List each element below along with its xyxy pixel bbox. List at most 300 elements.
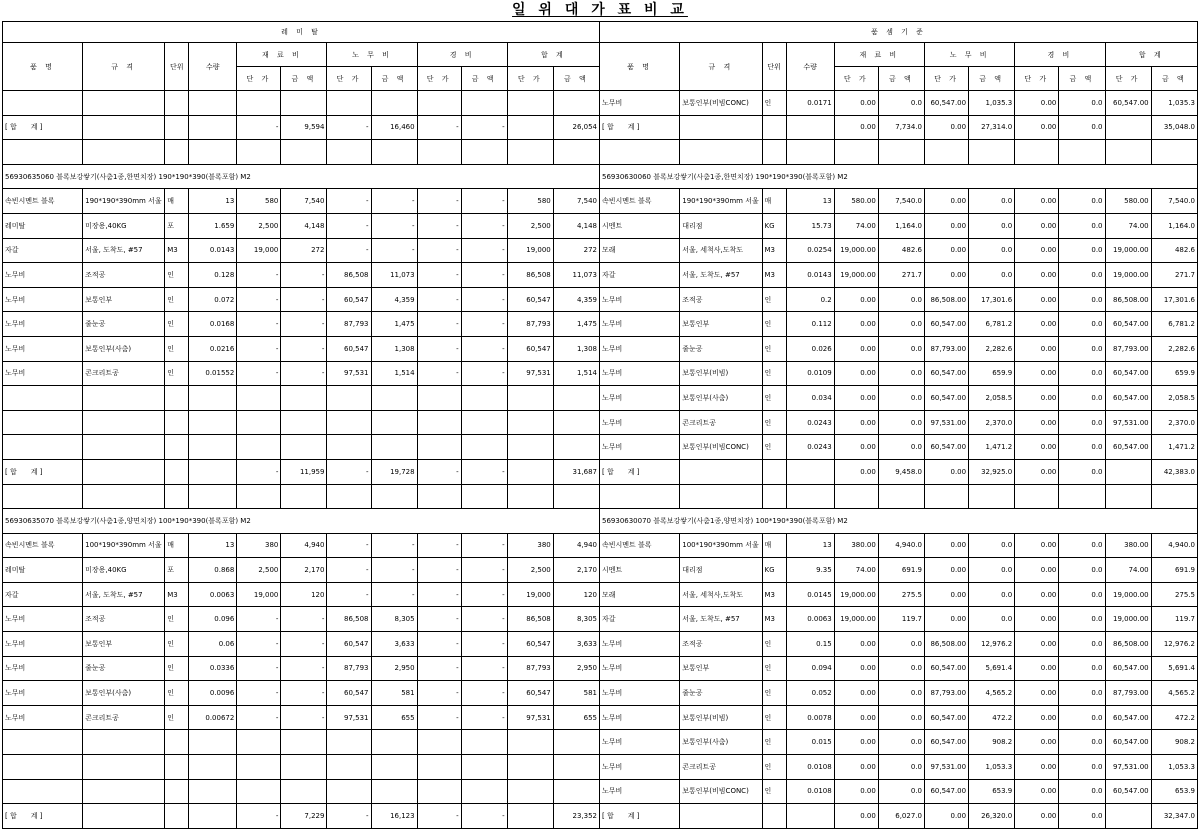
item-spec bbox=[83, 115, 165, 140]
expense-price: - bbox=[417, 336, 461, 361]
empty-cell bbox=[165, 484, 189, 509]
item-qty: 15.73 bbox=[786, 213, 834, 238]
material-price: - bbox=[237, 287, 281, 312]
empty-cell bbox=[1059, 484, 1105, 509]
expense-amount: 0.0 bbox=[1059, 730, 1105, 755]
material-price: - bbox=[237, 804, 281, 829]
item-qty: 0.112 bbox=[786, 312, 834, 337]
empty-cell bbox=[281, 91, 327, 116]
item-name: 노무비 bbox=[3, 361, 83, 386]
page-title-text: 일 위 대 가 표 비 교 bbox=[512, 2, 688, 18]
material-price: 0.00 bbox=[834, 656, 878, 681]
item-name: 노무비 bbox=[600, 779, 680, 804]
material-amount: - bbox=[281, 632, 327, 657]
item-unit: 인 bbox=[165, 681, 189, 706]
labor-amount: - bbox=[371, 558, 417, 583]
material-amount: - bbox=[281, 312, 327, 337]
material-amount: 0.0 bbox=[878, 312, 924, 337]
empty-cell bbox=[237, 730, 281, 755]
item-name: 노무비 bbox=[600, 287, 680, 312]
item-qty: 0.868 bbox=[189, 558, 237, 583]
expense-price: 0.00 bbox=[1015, 312, 1059, 337]
empty-cell bbox=[327, 730, 371, 755]
expense-price: - bbox=[417, 681, 461, 706]
item-unit: 인 bbox=[165, 263, 189, 288]
item-spec: 서울, 도착도, #57 bbox=[83, 582, 165, 607]
item-qty: 0.01552 bbox=[189, 361, 237, 386]
item-name: 노무비 bbox=[3, 607, 83, 632]
empty-cell bbox=[600, 484, 680, 509]
material-price: 2,500 bbox=[237, 558, 281, 583]
total-price: 86,508.00 bbox=[1105, 632, 1151, 657]
total-row bbox=[600, 459, 1198, 484]
labor-price: 0.00 bbox=[924, 582, 968, 607]
item-unit: 인 bbox=[762, 755, 786, 780]
expense-price: 0.00 bbox=[1015, 459, 1059, 484]
item-qty bbox=[189, 115, 237, 140]
total-amount: 31,687 bbox=[553, 459, 599, 484]
empty-cell bbox=[189, 386, 237, 411]
column-header-qty: 수량 bbox=[786, 43, 834, 91]
expense-amount: 0.0 bbox=[1059, 238, 1105, 263]
item-row bbox=[600, 730, 1198, 755]
expense-amount: 0.0 bbox=[1059, 632, 1105, 657]
labor-amount: 8,305 bbox=[371, 607, 417, 632]
blank-row bbox=[3, 410, 600, 435]
labor-amount: 16,123 bbox=[371, 804, 417, 829]
material-amount: - bbox=[281, 361, 327, 386]
material-price: 380 bbox=[237, 533, 281, 558]
material-price: - bbox=[237, 336, 281, 361]
empty-cell bbox=[3, 435, 83, 460]
material-price: - bbox=[237, 361, 281, 386]
expense-amount: 0.0 bbox=[1059, 755, 1105, 780]
total-amount: 6,781.2 bbox=[1151, 312, 1197, 337]
total-amount: 17,301.6 bbox=[1151, 287, 1197, 312]
empty-cell bbox=[327, 140, 371, 165]
item-name: 노무비 bbox=[600, 705, 680, 730]
item-row bbox=[600, 213, 1198, 238]
empty-cell bbox=[165, 779, 189, 804]
item-unit: 인 bbox=[165, 705, 189, 730]
empty-cell bbox=[189, 755, 237, 780]
labor-price: 0.00 bbox=[924, 238, 968, 263]
empty-cell bbox=[680, 140, 762, 165]
expense-price: 0.00 bbox=[1015, 558, 1059, 583]
item-row bbox=[600, 705, 1198, 730]
section-row bbox=[600, 509, 1198, 534]
item-unit: M3 bbox=[762, 607, 786, 632]
material-price: - bbox=[237, 312, 281, 337]
expense-amount: - bbox=[461, 607, 507, 632]
labor-amount: - bbox=[371, 189, 417, 214]
item-row bbox=[600, 238, 1198, 263]
item-row bbox=[600, 435, 1198, 460]
total-price: 87,793 bbox=[507, 656, 553, 681]
material-price: 0.00 bbox=[834, 336, 878, 361]
labor-amount: 5,691.4 bbox=[969, 656, 1015, 681]
empty-cell bbox=[237, 779, 281, 804]
total-amount: 655 bbox=[553, 705, 599, 730]
item-qty: 0.0171 bbox=[786, 91, 834, 116]
empty-cell bbox=[281, 779, 327, 804]
item-spec: 190*190*390mm 서울 bbox=[83, 189, 165, 214]
labor-amount: 4,565.2 bbox=[969, 681, 1015, 706]
blank-row bbox=[3, 755, 600, 780]
item-unit bbox=[165, 459, 189, 484]
empty-cell bbox=[83, 410, 165, 435]
labor-amount: - bbox=[371, 582, 417, 607]
material-price: 19,000.00 bbox=[834, 582, 878, 607]
labor-price: 0.00 bbox=[924, 558, 968, 583]
total-price: 87,793.00 bbox=[1105, 336, 1151, 361]
item-qty: 13 bbox=[189, 189, 237, 214]
total-amount: 3,633 bbox=[553, 632, 599, 657]
expense-amount: - bbox=[461, 263, 507, 288]
item-unit: 인 bbox=[165, 336, 189, 361]
expense-amount: 0.0 bbox=[1059, 361, 1105, 386]
item-row bbox=[3, 533, 600, 558]
expense-amount: 0.0 bbox=[1059, 213, 1105, 238]
item-name: 자갈 bbox=[600, 607, 680, 632]
item-unit: 인 bbox=[762, 705, 786, 730]
item-unit: 인 bbox=[762, 91, 786, 116]
empty-cell bbox=[507, 386, 553, 411]
labor-price: 86,508.00 bbox=[924, 287, 968, 312]
empty-cell bbox=[83, 730, 165, 755]
item-spec: 보통인부 bbox=[83, 287, 165, 312]
item-name: 노무비 bbox=[600, 435, 680, 460]
material-price: 0.00 bbox=[834, 681, 878, 706]
table-header-row bbox=[3, 22, 600, 43]
item-row bbox=[3, 705, 600, 730]
empty-cell bbox=[189, 140, 237, 165]
material-price: - bbox=[237, 656, 281, 681]
total-amount: 119.7 bbox=[1151, 607, 1197, 632]
material-price: - bbox=[237, 115, 281, 140]
material-amount: 272 bbox=[281, 238, 327, 263]
item-qty bbox=[786, 459, 834, 484]
expense-amount: - bbox=[461, 238, 507, 263]
item-unit: 매 bbox=[165, 189, 189, 214]
item-name: [ 합 계 ] bbox=[3, 459, 83, 484]
empty-cell bbox=[834, 484, 878, 509]
page-title bbox=[0, 0, 1200, 19]
expense-amount: 0.0 bbox=[1059, 115, 1105, 140]
material-amount: 0.0 bbox=[878, 336, 924, 361]
column-header-amount: 금 액 bbox=[1151, 67, 1197, 91]
item-row bbox=[600, 607, 1198, 632]
expense-price: 0.00 bbox=[1015, 91, 1059, 116]
total-amount: 11,073 bbox=[553, 263, 599, 288]
item-name: [ 합 계 ] bbox=[600, 459, 680, 484]
labor-price: 60,547 bbox=[327, 681, 371, 706]
total-price: 86,508.00 bbox=[1105, 287, 1151, 312]
item-spec: 190*190*390mm 서울 bbox=[680, 189, 762, 214]
column-header-unit-price: 단 가 bbox=[924, 67, 968, 91]
item-qty: 13 bbox=[786, 533, 834, 558]
material-amount: 0.0 bbox=[878, 779, 924, 804]
item-unit bbox=[762, 804, 786, 829]
empty-cell bbox=[417, 779, 461, 804]
total-price: 97,531 bbox=[507, 361, 553, 386]
column-header-amount: 금 액 bbox=[969, 67, 1015, 91]
empty-cell bbox=[3, 91, 83, 116]
total-amount: 691.9 bbox=[1151, 558, 1197, 583]
expense-price: - bbox=[417, 361, 461, 386]
total-price: 19,000 bbox=[507, 238, 553, 263]
empty-cell bbox=[83, 386, 165, 411]
item-name: 노무비 bbox=[3, 287, 83, 312]
empty-cell bbox=[417, 484, 461, 509]
expense-amount: 0.0 bbox=[1059, 582, 1105, 607]
labor-price: 87,793.00 bbox=[924, 681, 968, 706]
total-price: 97,531 bbox=[507, 705, 553, 730]
empty-cell bbox=[165, 140, 189, 165]
item-name: 노무비 bbox=[600, 312, 680, 337]
labor-amount: 0.0 bbox=[969, 607, 1015, 632]
labor-amount: 17,301.6 bbox=[969, 287, 1015, 312]
total-amount: 482.6 bbox=[1151, 238, 1197, 263]
expense-amount: - bbox=[461, 681, 507, 706]
empty-cell bbox=[553, 435, 599, 460]
material-price: - bbox=[237, 632, 281, 657]
empty-cell bbox=[3, 410, 83, 435]
column-header-name: 품 명 bbox=[600, 43, 680, 91]
column-header-labor: 노 무 비 bbox=[924, 43, 1014, 67]
item-row bbox=[600, 361, 1198, 386]
total-row bbox=[3, 804, 600, 829]
expense-price: - bbox=[417, 213, 461, 238]
labor-price: 86,508 bbox=[327, 263, 371, 288]
blank-row bbox=[600, 484, 1198, 509]
empty-cell bbox=[83, 755, 165, 780]
empty-cell bbox=[507, 484, 553, 509]
labor-amount: 0.0 bbox=[969, 238, 1015, 263]
total-price: 19,000.00 bbox=[1105, 238, 1151, 263]
expense-price: 0.00 bbox=[1015, 656, 1059, 681]
total-amount: 23,352 bbox=[553, 804, 599, 829]
empty-cell bbox=[281, 140, 327, 165]
item-qty: 0.052 bbox=[786, 681, 834, 706]
empty-cell bbox=[327, 484, 371, 509]
item-name: 노무비 bbox=[600, 336, 680, 361]
empty-cell bbox=[417, 730, 461, 755]
blank-row bbox=[3, 484, 600, 509]
empty-cell bbox=[786, 484, 834, 509]
expense-price: 0.00 bbox=[1015, 361, 1059, 386]
item-unit: 인 bbox=[762, 779, 786, 804]
item-spec: 서울, 도착도, #57 bbox=[83, 238, 165, 263]
empty-cell bbox=[327, 779, 371, 804]
empty-cell bbox=[371, 755, 417, 780]
empty-cell bbox=[878, 484, 924, 509]
column-header-expense: 경 비 bbox=[1015, 43, 1105, 67]
empty-cell bbox=[327, 386, 371, 411]
labor-amount: 16,460 bbox=[371, 115, 417, 140]
blank-row bbox=[3, 779, 600, 804]
labor-price: - bbox=[327, 238, 371, 263]
empty-cell bbox=[1151, 140, 1197, 165]
material-amount: 4,940 bbox=[281, 533, 327, 558]
item-qty: 0.06 bbox=[189, 632, 237, 657]
section-title: 56930635060 블록보강쌓기(사춤1종,한면치장) 190*190*390(블록포함) M2 bbox=[3, 164, 600, 189]
total-price bbox=[1105, 115, 1151, 140]
labor-price: 0.00 bbox=[924, 115, 968, 140]
material-amount: 7,540.0 bbox=[878, 189, 924, 214]
item-unit: 인 bbox=[762, 656, 786, 681]
empty-cell bbox=[1151, 484, 1197, 509]
expense-amount: - bbox=[461, 632, 507, 657]
item-row bbox=[600, 681, 1198, 706]
labor-amount: 0.0 bbox=[969, 582, 1015, 607]
total-price: 60,547.00 bbox=[1105, 730, 1151, 755]
expense-amount: - bbox=[461, 558, 507, 583]
material-price: 74.00 bbox=[834, 558, 878, 583]
item-spec: 콘크리트공 bbox=[680, 410, 762, 435]
item-unit: 인 bbox=[165, 287, 189, 312]
item-spec: 조적공 bbox=[680, 287, 762, 312]
labor-amount: 19,728 bbox=[371, 459, 417, 484]
empty-cell bbox=[461, 410, 507, 435]
item-unit: M3 bbox=[165, 582, 189, 607]
total-price bbox=[1105, 804, 1151, 829]
item-qty: 0.0108 bbox=[786, 779, 834, 804]
item-name: 노무비 bbox=[600, 730, 680, 755]
labor-amount: 12,976.2 bbox=[969, 632, 1015, 657]
item-row bbox=[3, 189, 600, 214]
labor-price: 0.00 bbox=[924, 213, 968, 238]
expense-amount: - bbox=[461, 312, 507, 337]
item-unit bbox=[165, 804, 189, 829]
material-amount: 4,148 bbox=[281, 213, 327, 238]
item-row bbox=[600, 312, 1198, 337]
expense-amount: - bbox=[461, 705, 507, 730]
empty-cell bbox=[371, 91, 417, 116]
column-header-spec: 규 격 bbox=[680, 43, 762, 91]
column-header-name: 품 명 bbox=[3, 43, 83, 91]
item-qty: 0.0143 bbox=[786, 263, 834, 288]
empty-cell bbox=[600, 140, 680, 165]
labor-price: 60,547.00 bbox=[924, 656, 968, 681]
column-header-amount: 금 액 bbox=[371, 67, 417, 91]
empty-cell bbox=[165, 410, 189, 435]
item-spec: 대리점 bbox=[680, 213, 762, 238]
expense-price: 0.00 bbox=[1015, 213, 1059, 238]
item-row bbox=[600, 755, 1198, 780]
empty-cell bbox=[189, 91, 237, 116]
material-amount: 0.0 bbox=[878, 705, 924, 730]
item-name: 노무비 bbox=[600, 361, 680, 386]
item-unit: 인 bbox=[762, 730, 786, 755]
empty-cell bbox=[461, 435, 507, 460]
total-amount: 2,058.5 bbox=[1151, 386, 1197, 411]
expense-amount: 0.0 bbox=[1059, 263, 1105, 288]
expense-amount: 0.0 bbox=[1059, 705, 1105, 730]
material-price: 0.00 bbox=[834, 287, 878, 312]
item-unit: M3 bbox=[762, 263, 786, 288]
expense-amount: - bbox=[461, 361, 507, 386]
empty-cell bbox=[3, 484, 83, 509]
material-amount: - bbox=[281, 656, 327, 681]
item-spec: 서울, 세척사,도착도 bbox=[680, 582, 762, 607]
item-row bbox=[600, 91, 1198, 116]
item-qty: 0.15 bbox=[786, 632, 834, 657]
total-amount: 2,370.0 bbox=[1151, 410, 1197, 435]
item-unit: 인 bbox=[165, 361, 189, 386]
expense-price: - bbox=[417, 238, 461, 263]
empty-cell bbox=[878, 140, 924, 165]
expense-amount: 0.0 bbox=[1059, 287, 1105, 312]
item-qty: 0.0078 bbox=[786, 705, 834, 730]
total-amount: 1,053.3 bbox=[1151, 755, 1197, 780]
total-price: 60,547 bbox=[507, 336, 553, 361]
item-spec: 줄눈공 bbox=[83, 656, 165, 681]
item-spec: 100*190*390mm 서울 bbox=[680, 533, 762, 558]
empty-cell bbox=[165, 730, 189, 755]
item-unit: KG bbox=[762, 213, 786, 238]
column-header-unit: 단위 bbox=[165, 43, 189, 91]
item-name: 노무비 bbox=[600, 91, 680, 116]
empty-cell bbox=[237, 755, 281, 780]
labor-amount: - bbox=[371, 238, 417, 263]
item-spec: 보통인부(사춤) bbox=[680, 386, 762, 411]
section-title: 56930630060 블록보강쌓기(사춤1종,한면치장) 190*190*390(블록포함) M2 bbox=[600, 164, 1198, 189]
item-qty: 0.0143 bbox=[189, 238, 237, 263]
material-amount: 0.0 bbox=[878, 91, 924, 116]
expense-price: 0.00 bbox=[1015, 681, 1059, 706]
item-unit: M3 bbox=[762, 582, 786, 607]
column-header-amount: 금 액 bbox=[553, 67, 599, 91]
total-amount: 7,540.0 bbox=[1151, 189, 1197, 214]
section-row bbox=[3, 164, 600, 189]
item-name: 자갈 bbox=[3, 238, 83, 263]
item-row bbox=[3, 312, 600, 337]
labor-amount: 0.0 bbox=[969, 263, 1015, 288]
expense-price: - bbox=[417, 533, 461, 558]
expense-amount: 0.0 bbox=[1059, 312, 1105, 337]
expense-amount: - bbox=[461, 533, 507, 558]
item-name: 속빈시멘트 블록 bbox=[3, 189, 83, 214]
material-amount: 119.7 bbox=[878, 607, 924, 632]
labor-amount: 27,314.0 bbox=[969, 115, 1015, 140]
item-spec: 보통인부(사춤) bbox=[680, 730, 762, 755]
item-unit: 인 bbox=[762, 361, 786, 386]
item-spec: 미장용,40KG bbox=[83, 213, 165, 238]
empty-cell bbox=[417, 755, 461, 780]
expense-price: 0.00 bbox=[1015, 435, 1059, 460]
column-header-qty: 수량 bbox=[189, 43, 237, 91]
total-row bbox=[600, 115, 1198, 140]
empty-cell bbox=[281, 730, 327, 755]
item-qty: 0.0109 bbox=[786, 361, 834, 386]
material-price: 380.00 bbox=[834, 533, 878, 558]
expense-price: 0.00 bbox=[1015, 607, 1059, 632]
empty-cell bbox=[553, 91, 599, 116]
empty-cell bbox=[237, 410, 281, 435]
item-spec: 대리점 bbox=[680, 558, 762, 583]
total-amount: 1,164.0 bbox=[1151, 213, 1197, 238]
material-amount: - bbox=[281, 287, 327, 312]
total-amount: 653.9 bbox=[1151, 779, 1197, 804]
item-spec: 보통인부(비빔) bbox=[680, 705, 762, 730]
column-header-labor: 노 무 비 bbox=[327, 43, 417, 67]
item-name: [ 합 계 ] bbox=[3, 804, 83, 829]
total-price: 86,508 bbox=[507, 263, 553, 288]
item-row bbox=[3, 681, 600, 706]
empty-cell bbox=[507, 779, 553, 804]
item-name: 노무비 bbox=[3, 681, 83, 706]
